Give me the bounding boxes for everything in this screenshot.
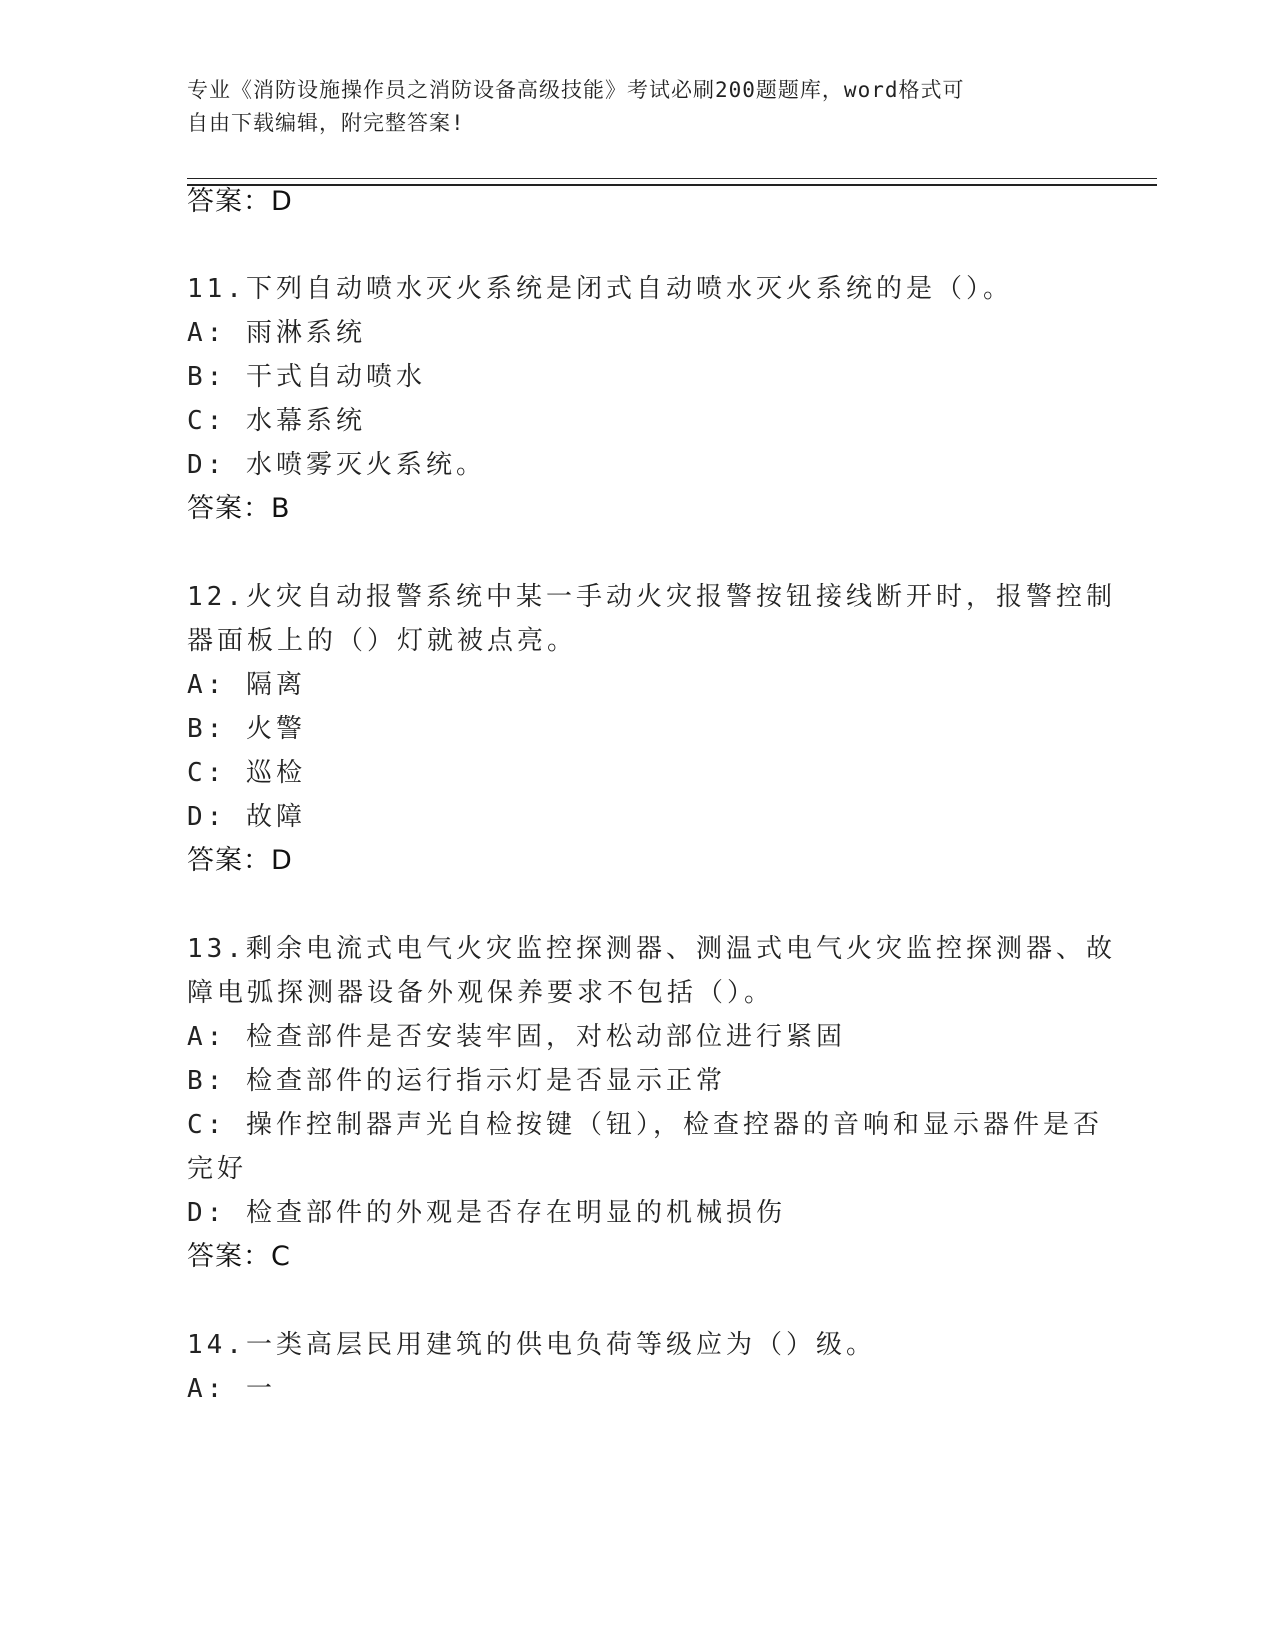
option-a: A: 雨淋系统: [187, 318, 366, 348]
option-a: A: 一: [187, 1374, 276, 1404]
question-stem: 13.剩余电流式电气火灾监控探测器、测温式电气火灾监控探测器、故: [187, 934, 1116, 964]
answer-line: 答案：D: [187, 186, 293, 217]
header-line-1: 专业《消防设施操作员之消防设备高级技能》考试必刷200题题库，word格式可: [187, 78, 965, 102]
header-line-2: 自由下载编辑，附完整答案!: [187, 111, 465, 135]
answer-line: 答案：D: [187, 845, 293, 876]
option-a: A: 检查部件是否安装牢固，对松动部位进行紧固: [187, 1022, 846, 1052]
option-d: D: 水喷雾灭火系统。: [187, 450, 486, 480]
option-d: D: 故障: [187, 802, 306, 832]
answer-line: 答案：C: [187, 1241, 291, 1272]
answer-line: 答案：B: [187, 493, 291, 524]
header-divider: [187, 178, 1157, 186]
question-stem-cont: 障电弧探测器设备外观保养要求不包括（）。: [187, 978, 775, 1008]
option-c: C: 操作控制器声光自检按键（钮），检查控器的音响和显示器件是否: [187, 1110, 1103, 1140]
question-stem-cont: 器面板上的（）灯就被点亮。: [187, 626, 578, 656]
option-a: A: 隔离: [187, 670, 306, 700]
option-c-cont: 完好: [187, 1154, 248, 1184]
option-b: B: 检查部件的运行指示灯是否显示正常: [187, 1066, 726, 1096]
option-b: B: 干式自动喷水: [187, 362, 426, 392]
question-stem: 11.下列自动喷水灭火系统是闭式自动喷水灭火系统的是（）。: [187, 274, 1013, 304]
option-c: C: 巡检: [187, 758, 306, 788]
document-header: [187, 74, 1087, 140]
option-c: C: 水幕系统: [187, 406, 366, 436]
question-stem: 12.火灾自动报警系统中某一手动火灾报警按钮接线断开时，报警控制: [187, 582, 1116, 612]
option-b: B: 火警: [187, 714, 306, 744]
option-d: D: 检查部件的外观是否存在明显的机械损伤: [187, 1198, 786, 1228]
question-stem: 14.一类高层民用建筑的供电负荷等级应为（）级。: [187, 1330, 876, 1360]
